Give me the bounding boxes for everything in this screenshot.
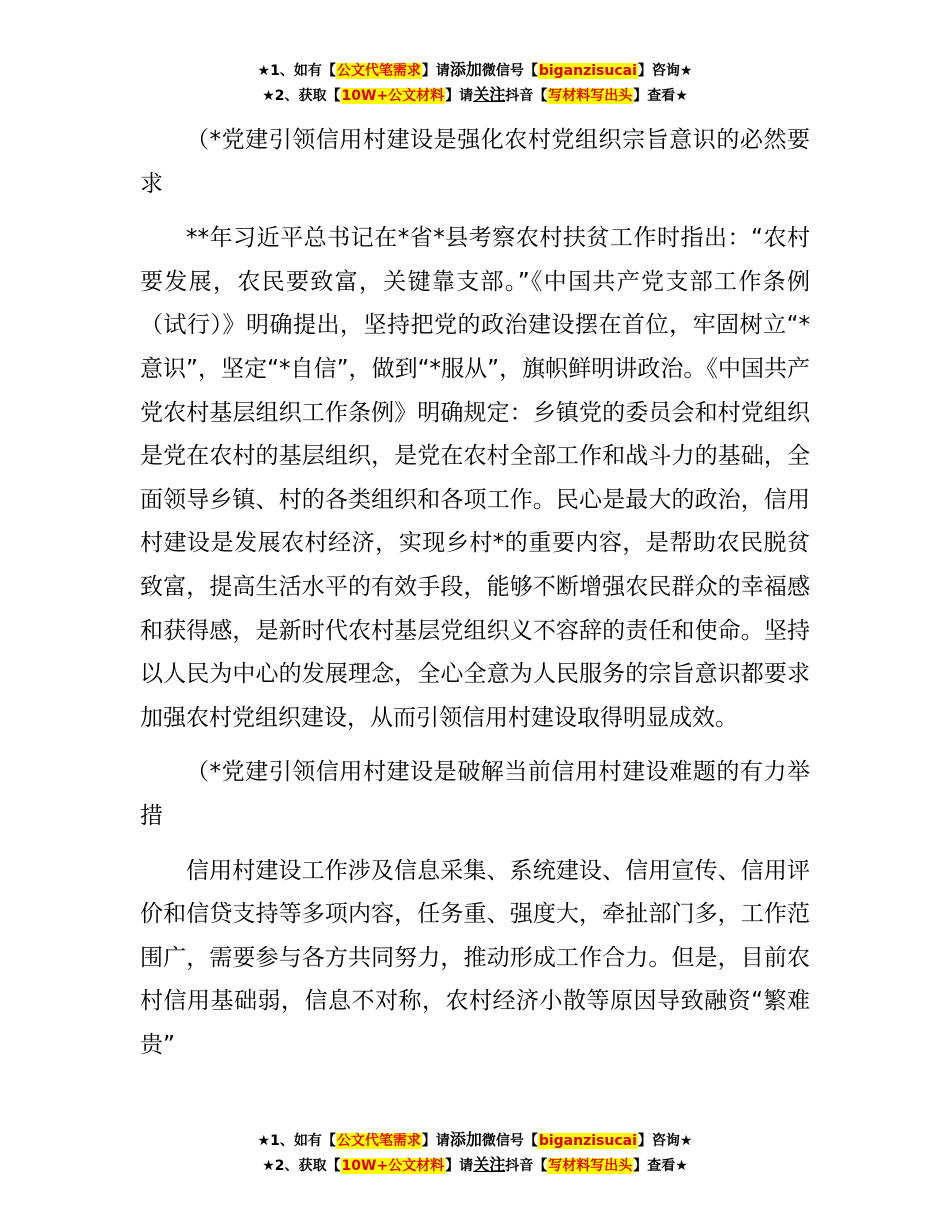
banner-text: 】咨询★ <box>637 1133 693 1149</box>
emphasis-text: 添加 <box>449 60 482 79</box>
banner-line-1 <box>0 58 950 83</box>
banner-text: 】请 <box>421 1133 450 1149</box>
banner-text: 】请 <box>445 1158 474 1174</box>
banner-text: 】查看★ <box>633 1158 688 1174</box>
highlight-text: biganzisucai <box>538 63 637 79</box>
banner-text: ★2、获取【 <box>262 1158 341 1174</box>
highlight-text: biganzisucai <box>538 1133 637 1149</box>
banner-text: ★2、获取【 <box>262 88 341 104</box>
banner-text: ★1、如有【 <box>257 63 336 79</box>
highlight-text: 10W+公文材料 <box>341 88 445 104</box>
emphasis-text: 关注 <box>473 1155 506 1174</box>
banner-text: 】请 <box>445 88 474 104</box>
banner-line-1 <box>0 1128 950 1153</box>
highlight-text: 公文代笔需求 <box>336 63 421 79</box>
banner-line-2 <box>0 83 950 108</box>
header-banner <box>0 58 950 108</box>
body-paragraph: 信用村建设工作涉及信息采集、系统建设、信用宣传、信用评价和信贷支持等多项内容，任务重、强度大，牵扯部门多，工作范围广，需要参与各方共同努力，推动形成工作合力。但是，目前农村信用基础弱，信息不对称，农村经济小散等原因导致融资“繁难贵” <box>140 857 810 1058</box>
highlight-text: 写材料写出头 <box>548 88 633 104</box>
banner-text: 】请 <box>421 63 450 79</box>
banner-text: 抖音【 <box>505 88 548 104</box>
emphasis-text: 关注 <box>473 85 506 104</box>
document-body <box>140 119 810 1078</box>
highlight-text: 公文代笔需求 <box>336 1133 421 1149</box>
highlight-text: 10W+公文材料 <box>341 1158 445 1174</box>
banner-text: 微信号【 <box>481 63 538 79</box>
banner-text: 】查看★ <box>633 88 688 104</box>
highlight-text: 写材料写出头 <box>548 1158 633 1174</box>
banner-text: 抖音【 <box>505 1158 548 1174</box>
section-heading: （*党建引领信用村建设是破解当前信用村建设难题的有力举措 <box>140 759 810 829</box>
banner-text: 】咨询★ <box>637 63 693 79</box>
emphasis-text: 添加 <box>449 1130 482 1149</box>
banner-line-2 <box>0 1153 950 1178</box>
body-paragraph: **年习近平总书记在*省*县考察农村扶贫工作时指出：“农村要发展，农民要致富，关键靠支部。”《中国共产党支部工作条例（试行）》明确提出，坚持把党的政治建设摆在首位，牢固树立“*意识”，坚定“*自信”，做到“*服从”，旗帜鲜明讲政治。《中国共产党农村基层组织工作条例》明确规定：乡镇党的委员会和村党组织是党在农村的基层组织，是党在农村全部工作和战斗力的基础，全面领导乡镇、村的各类组织和各项工作。民心是最大的政治，信用村建设是发展农村经济，实现乡村*的重要内容，是帮助农民脱贫致富，提高生活水平的有效手段，能够不断增强农民群众的幸福感和获得感，是新时代农村基层党组织义不容辞的责任和使命。坚持以人民为中心的发展理念，全心全意为人民服务的宗旨意识都要求加强农村党组织建设，从而引领信用村建设取得明显成效。 <box>140 225 810 731</box>
section-heading: （*党建引领信用村建设是强化农村党组织宗旨意识的必然要求 <box>140 127 810 197</box>
banner-text: ★1、如有【 <box>257 1133 336 1149</box>
banner-text: 微信号【 <box>481 1133 538 1149</box>
footer-banner <box>0 1128 950 1178</box>
